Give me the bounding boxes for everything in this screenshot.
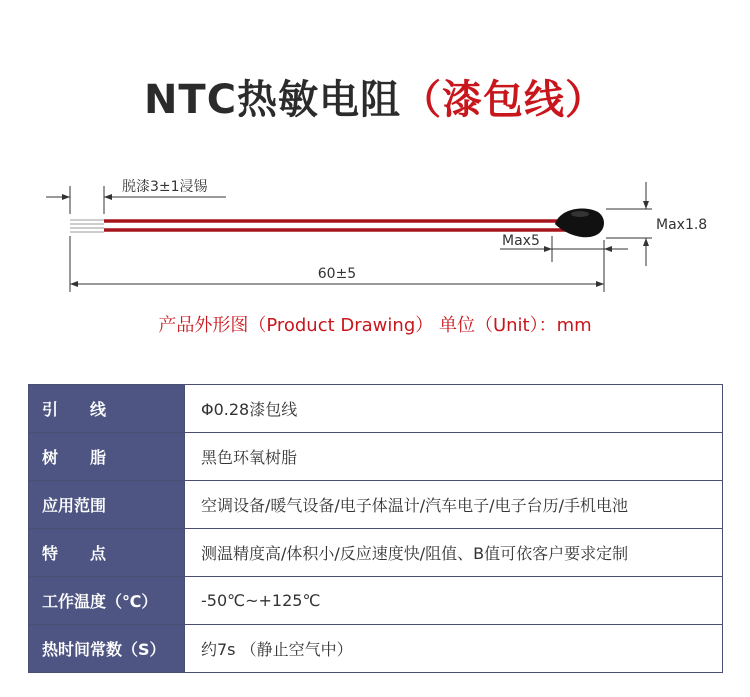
spec-value: -50℃~+125℃ (185, 577, 723, 625)
enamelled-wires (104, 221, 572, 230)
spec-label: 应用范围 (29, 481, 185, 529)
head-label: Max5 (502, 233, 540, 249)
product-drawing (0, 160, 750, 300)
spec-label: 工作温度（℃） (29, 577, 185, 625)
stripped-wire-ends (70, 220, 104, 232)
diameter-label: Max1.8 (656, 217, 708, 233)
spec-value: 空调设备/暖气设备/电子体温计/汽车电子/电子台历/手机电池 (185, 481, 723, 529)
spec-value: Φ0.28漆包线 (185, 385, 723, 433)
length-label: 60±5 (317, 266, 357, 282)
spec-label: 引 线 (29, 385, 185, 433)
spec-table (28, 384, 723, 673)
spec-value: 测温精度高/体积小/反应速度快/阻值、B值可依客户要求定制 (185, 529, 723, 577)
spec-label: 特 点 (29, 529, 185, 577)
spec-row-resin (29, 433, 723, 481)
title-main: NTC热敏电阻 (143, 77, 402, 123)
spec-row-lead (29, 385, 723, 433)
spec-row-application (29, 481, 723, 529)
spec-label: 树 脂 (29, 433, 185, 481)
spec-value: 约7s （静止空气中） (185, 625, 723, 673)
strip-label: 脱漆3±1浸锡 (122, 179, 208, 195)
spec-row-features (29, 529, 723, 577)
title-accent: （漆包线） (401, 77, 607, 123)
spec-value: 黑色环氧树脂 (185, 433, 723, 481)
diameter-dimension (606, 182, 652, 266)
page-title (0, 68, 750, 125)
drawing-caption: 产品外形图（Product Drawing） 单位（Unit）：mm (158, 315, 592, 336)
spec-row-temperature (29, 577, 723, 625)
spec-label: 热时间常数（S） (29, 625, 185, 673)
spec-row-time-constant (29, 625, 723, 673)
